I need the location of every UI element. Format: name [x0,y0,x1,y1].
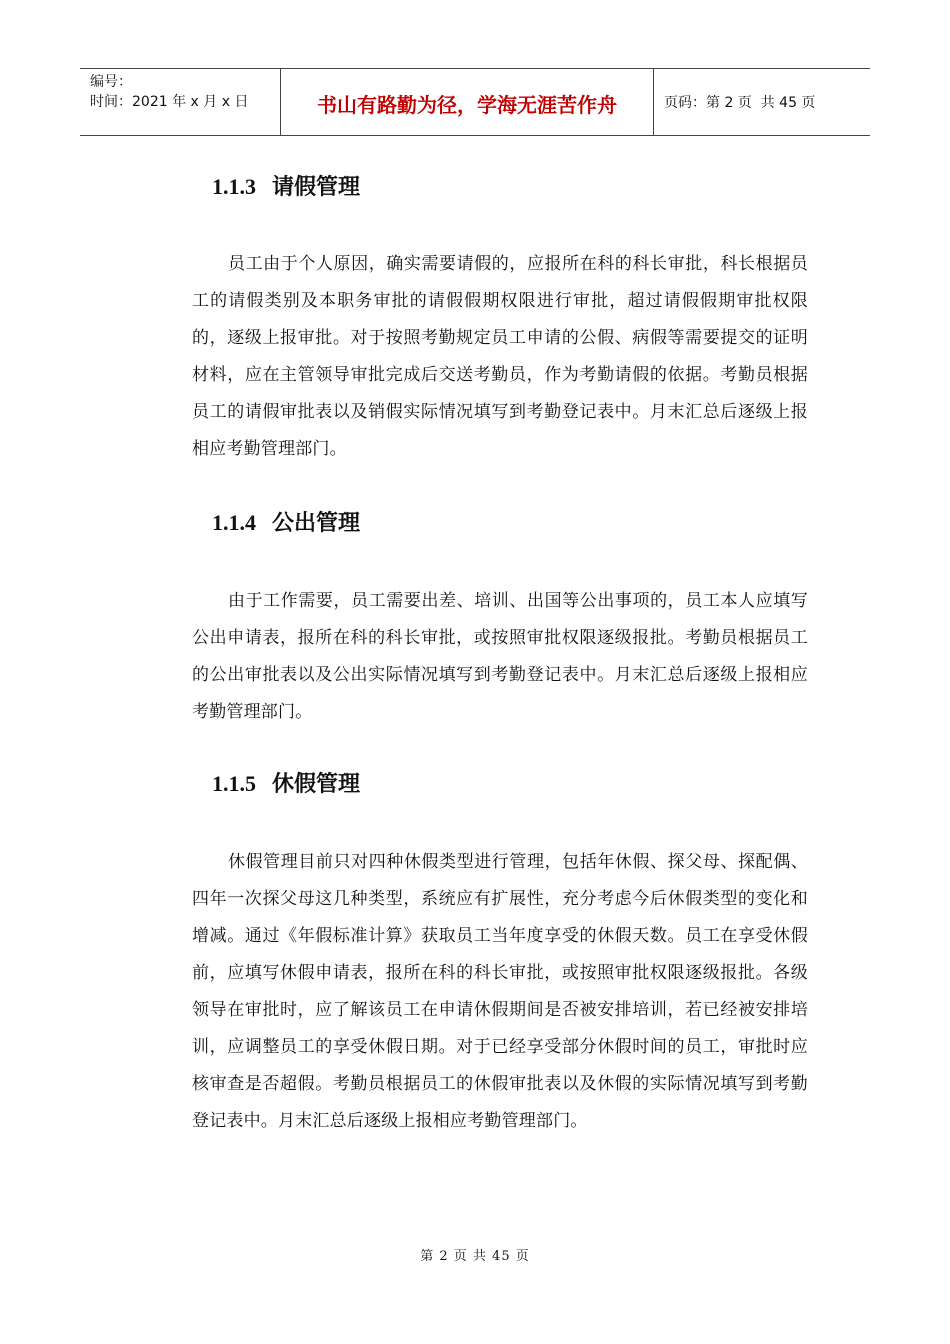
page-header [80,68,870,136]
section-heading-leave [212,170,360,201]
document-date-label: 时间：2021 年 x 月 x 日 [90,94,249,110]
header-page-label: 页码：第 2 页 共 45 页 [664,95,816,111]
section-heading-vacation [212,767,360,798]
footer-page-number: 第 2 页 共 45 页 [420,1249,530,1264]
section-title: 公出管理 [272,510,361,536]
document-number-label: 编号： [90,74,132,90]
section-body-vacation: 休假管理目前只对四种休假类型进行管理，包括年休假、探父母、探配偶、四年一次探父母这几种类型，系统应有扩展性，充分考虑今后休假类型的变化和增减。通过《年假标准计算》获取员工当年度享受的休假天数。员工在享受休假前，应填写休假申请表，报所在科的科长审批，或按照审批权限逐级报批。各级领导在审批时，应了解该员工在申请休假期间是否被安排培训，若已经被安排培训，应调整员工的享受休假日期。对于已经享受部分休假时间的员工，审批时应核审查是否超假。考勤员根据员工的休假审批表以及休假的实际情况填写到考勤登记表中。月末汇总后逐级上报相应考勤管理部门。 [192,852,808,1131]
header-meta [80,69,281,135]
section-number: 1.1.3 [212,174,256,199]
section-heading-business-trip [212,506,360,537]
section-title: 请假管理 [272,174,361,200]
section-title: 休假管理 [272,771,361,797]
section-number: 1.1.4 [212,510,256,535]
page-footer [0,1245,950,1264]
section-body-business-trip: 由于工作需要，员工需要出差、培训、出国等公出事项的，员工本人应填写公出申请表，报所在科的科长审批，或按照审批权限逐级报批。考勤员根据员工的公出审批表以及公出实际情况填写到考勤登记表中。月末汇总后逐级上报相应考勤管理部门。 [192,591,808,722]
header-motto: 书山有路勤为径，学海无涯苦作舟 [281,69,654,135]
section-number: 1.1.5 [212,771,256,796]
section-body-leave: 员工由于个人原因，确实需要请假的，应报所在科的科长审批，科长根据员工的请假类别及本职务审批的请假假期权限进行审批，超过请假假期审批权限的，逐级上报审批。对于按照考勤规定员工申请的公假、病假等需要提交的证明材料，应在主管领导审批完成后交送考勤员，作为考勤请假的依据。考勤员根据员工的请假审批表以及销假实际情况填写到考勤登记表中。月末汇总后逐级上报相应考勤管理部门。 [192,254,808,459]
header-page-info [654,69,870,135]
